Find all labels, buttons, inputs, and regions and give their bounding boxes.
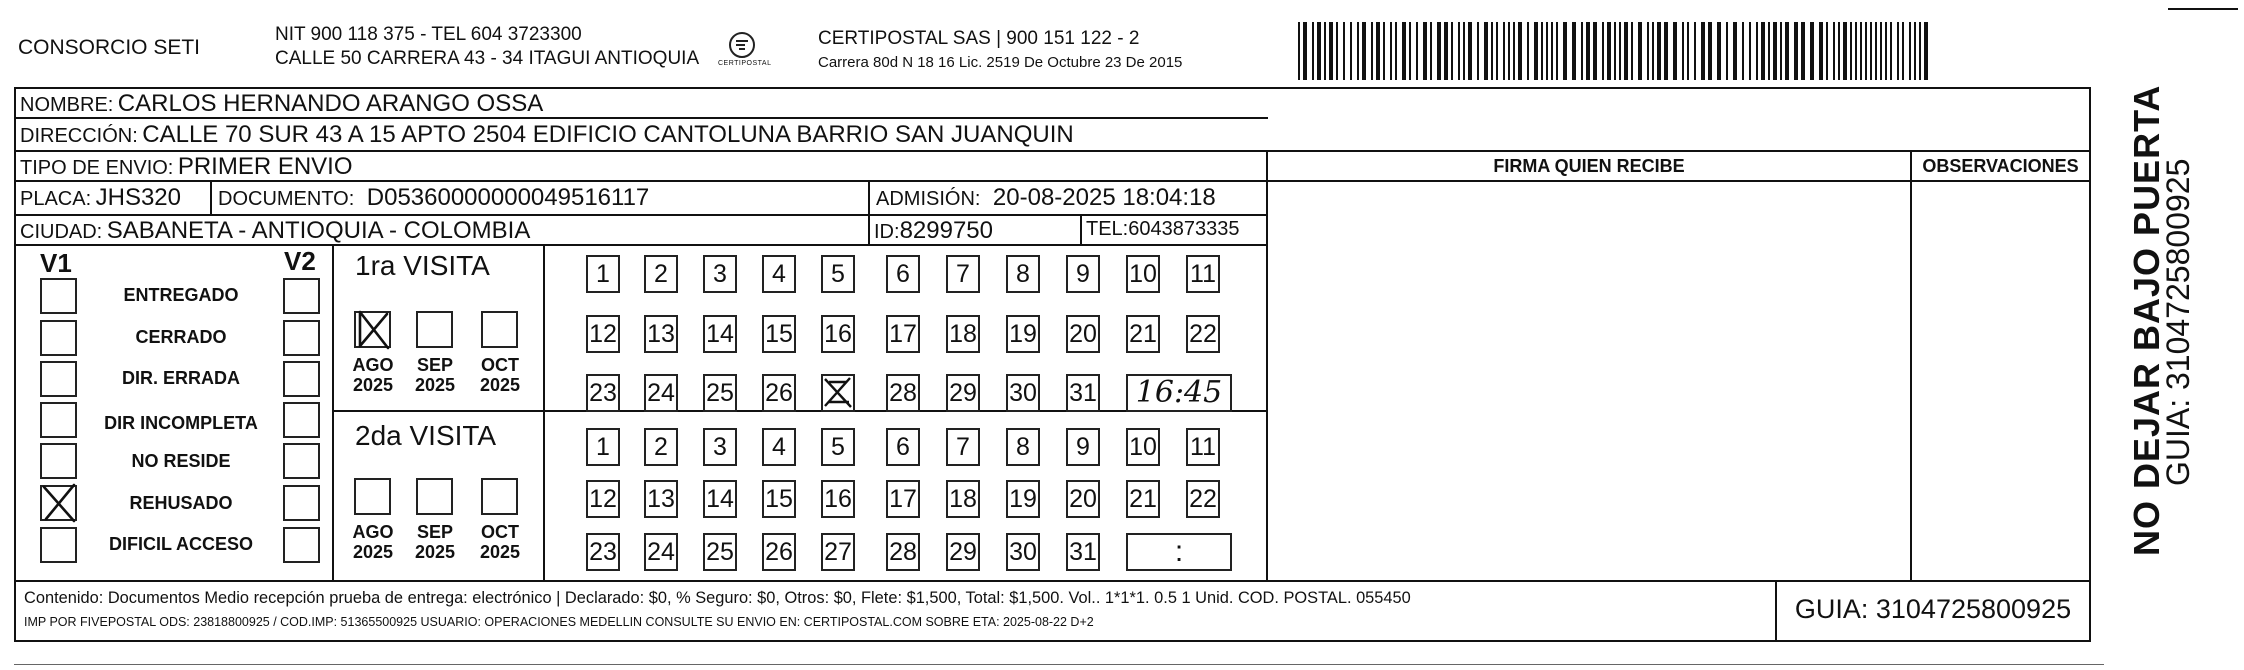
visit2-day-11[interactable]: 11 bbox=[1186, 428, 1220, 466]
option-dificil-acceso: DIFICIL ACCESO bbox=[108, 534, 253, 554]
guia-box: GUIA: 3104725800925 bbox=[1794, 594, 2072, 624]
v1-checkbox-cerrado[interactable] bbox=[40, 320, 77, 356]
handwritten-time: 16:45 bbox=[1135, 375, 1223, 410]
column-header-line bbox=[1266, 180, 2089, 182]
visit1-day-26[interactable]: 26 bbox=[762, 374, 796, 412]
visit2-day-31[interactable]: 31 bbox=[1066, 533, 1100, 571]
visit1-day-5[interactable]: 5 bbox=[821, 255, 855, 293]
visit2-day-29[interactable]: 29 bbox=[946, 533, 980, 571]
admision-label: ADMISIÓN: bbox=[876, 188, 981, 210]
month-label: SEP bbox=[416, 355, 454, 375]
visit2-day-22[interactable]: 22 bbox=[1186, 480, 1220, 518]
firma-header: FIRMA QUIEN RECIBE bbox=[1493, 156, 1685, 176]
v1-checkbox-no-reside[interactable] bbox=[40, 443, 77, 479]
v1-label: V1 bbox=[40, 248, 72, 278]
visit1-day-31[interactable]: 31 bbox=[1066, 374, 1100, 412]
month-label: AGO bbox=[352, 522, 394, 542]
visit2-day-10[interactable]: 10 bbox=[1126, 428, 1160, 466]
visit1-month-ago-checkbox[interactable] bbox=[354, 311, 391, 348]
visit2-day-9[interactable]: 9 bbox=[1066, 428, 1100, 466]
tel-sep bbox=[1080, 216, 1082, 244]
option-dir-incompleta: DIR INCOMPLETA bbox=[104, 413, 258, 433]
year-label: 2025 bbox=[479, 542, 521, 562]
visit2-day-1[interactable]: 1 bbox=[586, 428, 620, 466]
visit2-day-15[interactable]: 15 bbox=[762, 480, 796, 518]
visit1-day-29[interactable]: 29 bbox=[946, 374, 980, 412]
placa-field bbox=[20, 184, 181, 212]
visit2-day-18[interactable]: 18 bbox=[946, 480, 980, 518]
visit2-day-5[interactable]: 5 bbox=[821, 428, 855, 466]
tipo-row bbox=[20, 153, 353, 181]
placa-value: JHS320 bbox=[95, 184, 181, 211]
visit2-day-14[interactable]: 14 bbox=[703, 480, 737, 518]
address-line: CALLE 50 CARRERA 43 - 34 ITAGUI ANTIOQUIA bbox=[275, 48, 700, 69]
ciudad-label: CIUDAD: bbox=[20, 221, 103, 243]
visit1-month-oct-checkbox[interactable] bbox=[481, 311, 518, 348]
visit2-day-17[interactable]: 17 bbox=[886, 480, 920, 518]
option-cerrado: CERRADO bbox=[135, 327, 227, 347]
visit1-day-3[interactable]: 3 bbox=[703, 255, 737, 293]
month-label: OCT bbox=[481, 522, 519, 542]
visit2-day-26[interactable]: 26 bbox=[762, 533, 796, 571]
visit2-month-ago-checkbox[interactable] bbox=[354, 478, 391, 515]
v2-checkbox-dir-incompleta[interactable] bbox=[283, 402, 320, 438]
visit1-day-12[interactable]: 12 bbox=[586, 315, 620, 353]
side-guia: GUIA: 3104725800925 bbox=[2160, 158, 2196, 486]
month-label: OCT bbox=[481, 355, 519, 375]
v2-checkbox-entregado[interactable] bbox=[283, 278, 320, 314]
documento-value: D05360000000049516117 bbox=[366, 184, 650, 211]
visit2-title: 2da VISITA bbox=[355, 420, 497, 451]
frame-top bbox=[14, 87, 2089, 89]
visit2-month-sep bbox=[405, 522, 465, 562]
months-right-border bbox=[543, 244, 545, 580]
visit2-month-oct-checkbox[interactable] bbox=[481, 478, 518, 515]
visit2-day-19[interactable]: 19 bbox=[1006, 480, 1040, 518]
visit1-day-8[interactable]: 8 bbox=[1006, 255, 1040, 293]
placa-sep bbox=[210, 182, 212, 214]
tel-label: TEL: bbox=[1086, 218, 1129, 240]
visit2-day-25[interactable]: 25 bbox=[703, 533, 737, 571]
visit1-day-22[interactable]: 22 bbox=[1186, 315, 1220, 353]
visit2-day-8[interactable]: 8 bbox=[1006, 428, 1040, 466]
ciudad-field bbox=[20, 217, 530, 245]
v1-checkbox-dir-errada[interactable] bbox=[40, 361, 77, 397]
visit2-day-16[interactable]: 16 bbox=[821, 480, 855, 518]
direccion-row bbox=[20, 121, 1074, 149]
v2-checkbox-dificil-acceso[interactable] bbox=[283, 527, 320, 563]
visit1-day-21[interactable]: 21 bbox=[1126, 315, 1160, 353]
nombre-value: CARLOS HERNANDO ARANGO OSSA bbox=[117, 90, 544, 117]
time-placeholder: : bbox=[1174, 535, 1184, 568]
visit1-day-4[interactable]: 4 bbox=[762, 255, 796, 293]
visit1-day-1[interactable]: 1 bbox=[586, 255, 620, 293]
visit1-day-2[interactable]: 2 bbox=[644, 255, 678, 293]
option-rehusado: REHUSADO bbox=[129, 493, 233, 513]
visit2-day-24[interactable]: 24 bbox=[644, 533, 678, 571]
visit1-day-16[interactable]: 16 bbox=[821, 315, 855, 353]
barcode bbox=[1298, 22, 1934, 80]
frame-right bbox=[2089, 87, 2091, 641]
nit-line: NIT 900 118 375 - TEL 604 3723300 bbox=[275, 24, 582, 45]
visit2-time-box[interactable] bbox=[1126, 533, 1232, 571]
month-label: SEP bbox=[416, 522, 454, 542]
v2-checkbox-rehusado[interactable] bbox=[283, 485, 320, 521]
visit2-day-6[interactable]: 6 bbox=[886, 428, 920, 466]
visit1-time-box[interactable] bbox=[1126, 374, 1232, 412]
visit1-day-30[interactable]: 30 bbox=[1006, 374, 1040, 412]
month-label: AGO bbox=[352, 355, 394, 375]
firma-left-border bbox=[1266, 150, 1268, 581]
visit2-day-4[interactable]: 4 bbox=[762, 428, 796, 466]
tel-value: 6043873335 bbox=[1128, 218, 1240, 240]
visit2-day-30[interactable]: 30 bbox=[1006, 533, 1040, 571]
visit2-day-28[interactable]: 28 bbox=[886, 533, 920, 571]
contenido-line: Contenido: Documentos Medio recepción prueba de entrega: electrónico | Declarado: $0, % Seguro: $0, Otros: $0, Flete: $1,500, Total: $1,500. Vol.. 1*1*1. 0.5 1 Unid. COD. POSTAL. 055450 bbox=[24, 589, 1411, 607]
tipo-value: PRIMER ENVIO bbox=[177, 153, 353, 180]
tel-field bbox=[1086, 218, 1239, 241]
visit1-day-17[interactable]: 17 bbox=[886, 315, 920, 353]
visit1-month-ago bbox=[343, 355, 403, 395]
documento-label: DOCUMENTO: bbox=[218, 188, 355, 210]
license-line: Carrera 80d N 18 16 Lic. 2519 De Octubre 23 De 2015 bbox=[818, 54, 1183, 71]
doc-sep bbox=[868, 182, 870, 244]
year-label: 2025 bbox=[414, 542, 456, 562]
imp-line: IMP POR FIVEPOSTAL ODS: 23818800925 / COD.IMP: 51365500925 USUARIO: OPERACIONES MEDELLIN CONSULTE SU ENVIO EN: CERTIPOSTAL.COM SOBRE ETA: 2025-08-22 D+2 bbox=[24, 615, 1094, 629]
observaciones-header: OBSERVACIONES bbox=[1922, 156, 2079, 176]
visit2-day-13[interactable]: 13 bbox=[644, 480, 678, 518]
nombre-row bbox=[20, 90, 543, 118]
v2-checkbox-cerrado[interactable] bbox=[283, 320, 320, 356]
visit1-day-13[interactable]: 13 bbox=[644, 315, 678, 353]
frame-bottom bbox=[14, 640, 2091, 642]
visit1-day-28[interactable]: 28 bbox=[886, 374, 920, 412]
visit1-day-6[interactable]: 6 bbox=[886, 255, 920, 293]
corner-line bbox=[2168, 8, 2238, 10]
visit2-day-21[interactable]: 21 bbox=[1126, 480, 1160, 518]
visit2-month-sep-checkbox[interactable] bbox=[416, 478, 453, 515]
year-label: 2025 bbox=[352, 375, 394, 395]
visit1-day-19[interactable]: 19 bbox=[1006, 315, 1040, 353]
id-field bbox=[874, 217, 993, 245]
status-right-border bbox=[332, 244, 334, 580]
visit1-day-15[interactable]: 15 bbox=[762, 315, 796, 353]
visit1-day-10[interactable]: 10 bbox=[1126, 255, 1160, 293]
visit1-day-9[interactable]: 9 bbox=[1066, 255, 1100, 293]
tipo-label: TIPO DE ENVIO: bbox=[20, 157, 174, 179]
check-mark-icon bbox=[354, 308, 394, 352]
year-label: 2025 bbox=[352, 542, 394, 562]
visit2-day-12[interactable]: 12 bbox=[586, 480, 620, 518]
v2-checkbox-no-reside[interactable] bbox=[283, 443, 320, 479]
id-label: ID: bbox=[874, 221, 900, 243]
certipostal-line: CERTIPOSTAL SAS | 900 151 122 - 2 bbox=[818, 28, 1140, 49]
documento-field bbox=[218, 184, 649, 212]
visit1-day-14[interactable]: 14 bbox=[703, 315, 737, 353]
v1-checkbox-rehusado[interactable] bbox=[40, 485, 77, 521]
company-name: CONSORCIO SETI bbox=[18, 36, 201, 59]
row-line-footer bbox=[14, 580, 2091, 582]
visit1-month-oct bbox=[470, 355, 530, 395]
direccion-value: CALLE 70 SUR 43 A 15 APTO 2504 EDIFICIO CANTOLUNA BARRIO SAN JUANQUIN bbox=[142, 121, 1074, 148]
check-mark-icon bbox=[40, 481, 80, 525]
v1-checkbox-dir-incompleta[interactable] bbox=[40, 402, 77, 438]
v1-checkbox-dificil-acceso[interactable] bbox=[40, 527, 77, 563]
nombre-label: NOMBRE: bbox=[20, 94, 114, 116]
no-dejar-bajo-puerta: NO DEJAR BAJO PUERTA bbox=[2126, 84, 2167, 556]
visit1-day-27[interactable] bbox=[821, 374, 855, 412]
visit2-day-2[interactable]: 2 bbox=[644, 428, 678, 466]
visit1-day-20[interactable]: 20 bbox=[1066, 315, 1100, 353]
visit1-day-18[interactable]: 18 bbox=[946, 315, 980, 353]
logo-caption: CERTIPOSTAL bbox=[718, 60, 772, 67]
admision-field bbox=[876, 184, 1216, 212]
placa-label: PLACA: bbox=[20, 188, 92, 210]
visit1-day-24[interactable]: 24 bbox=[644, 374, 678, 412]
year-label: 2025 bbox=[479, 375, 521, 395]
check-mark-icon bbox=[821, 374, 855, 410]
bottom-line bbox=[14, 664, 2104, 665]
visit2-day-23[interactable]: 23 bbox=[586, 533, 620, 571]
visit1-day-11[interactable]: 11 bbox=[1186, 255, 1220, 293]
id-value: 8299750 bbox=[899, 217, 993, 244]
visit2-day-27[interactable]: 27 bbox=[821, 533, 855, 571]
visit2-month-ago bbox=[343, 522, 403, 562]
visit1-title: 1ra VISITA bbox=[355, 250, 490, 281]
visit1-day-23[interactable]: 23 bbox=[586, 374, 620, 412]
direccion-label: DIRECCIÓN: bbox=[20, 125, 138, 147]
visit1-month-sep-checkbox[interactable] bbox=[416, 311, 453, 348]
visit1-day-7[interactable]: 7 bbox=[946, 255, 980, 293]
option-dir-errada: DIR. ERRADA bbox=[121, 368, 240, 388]
option-entregado: ENTREGADO bbox=[123, 285, 239, 305]
frame-left bbox=[14, 87, 16, 641]
visit1-month-sep bbox=[405, 355, 465, 395]
row-line-2 bbox=[14, 150, 2091, 152]
visit2-day-3[interactable]: 3 bbox=[703, 428, 737, 466]
ciudad-value: SABANETA - ANTIOQUIA - COLOMBIA bbox=[106, 217, 531, 244]
visit2-day-7[interactable]: 7 bbox=[946, 428, 980, 466]
v1-checkbox-entregado[interactable] bbox=[40, 278, 77, 314]
admision-value: 20-08-2025 18:04:18 bbox=[992, 184, 1216, 211]
v2-label: V2 bbox=[284, 246, 316, 276]
visit2-month-oct bbox=[470, 522, 530, 562]
visit1-day-25[interactable]: 25 bbox=[703, 374, 737, 412]
certipostal-logo bbox=[712, 30, 772, 75]
obs-left-border bbox=[1910, 150, 1912, 581]
year-label: 2025 bbox=[414, 375, 456, 395]
v2-checkbox-dir-errada[interactable] bbox=[283, 361, 320, 397]
option-no-reside: NO RESIDE bbox=[131, 451, 231, 471]
visit2-day-20[interactable]: 20 bbox=[1066, 480, 1100, 518]
